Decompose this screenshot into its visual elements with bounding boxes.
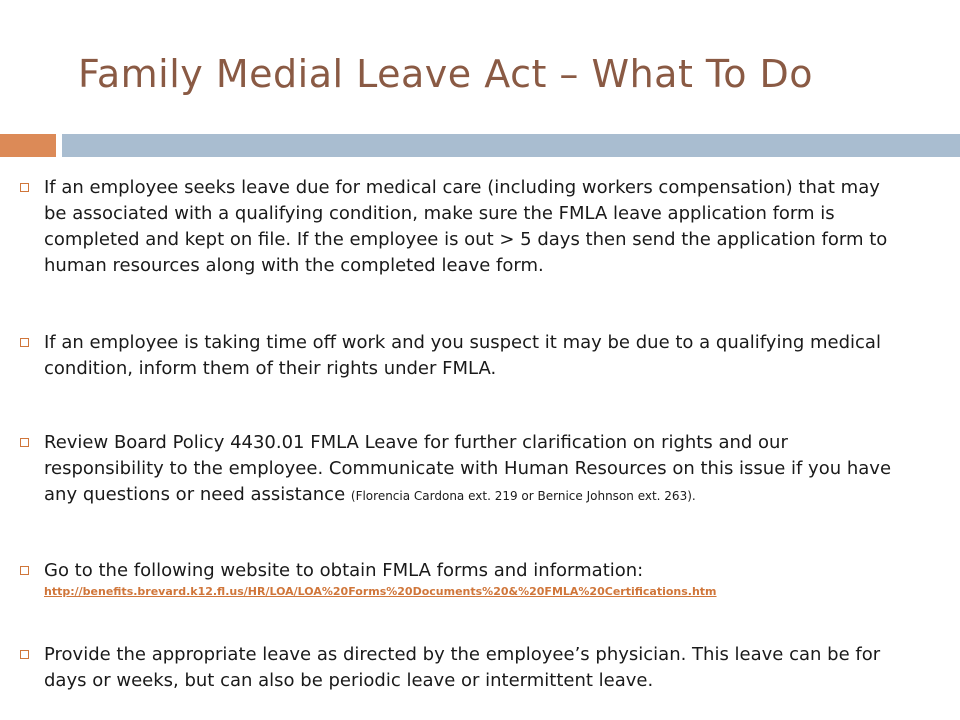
contact-note: (Florencia Cardona ext. 219 or Bernice Johnson ext. 263). bbox=[350, 489, 696, 503]
bullet-text: If an employee seeks leave due for medical care (including workers compensation) that may be associated with a qualifying condition, make sure the FMLA leave application form is completed and kept on file. If the employee is out > 5 days then send the application form to human resources along with the completed leave form. bbox=[44, 177, 888, 276]
fmla-forms-link[interactable]: http://benefits.brevard.k12.fl.us/HR/LOA/LOA%20Forms%20Documents%20&%20FMLA%20Certifications.htm bbox=[44, 585, 717, 598]
bullet-text: Review Board Policy 4430.01 FMLA Leave for further clarification on rights and our responsibility to the employee. Communicate with Human Resources on this issue if you have any questions or need assistance bbox=[44, 432, 892, 505]
bullet-text: Provide the appropriate leave as directed by the employee’s physician. This leave can be for days or weeks, but can also be periodic leave or intermittent leave. bbox=[44, 644, 881, 691]
accent-bar-orange bbox=[0, 134, 56, 157]
bullet-text: Go to the following website to obtain FMLA forms and information: bbox=[44, 560, 644, 581]
square-bullet-icon bbox=[20, 650, 29, 659]
bullet-item bbox=[20, 330, 900, 382]
bullet-item bbox=[20, 430, 900, 509]
bullet-item bbox=[20, 642, 900, 694]
bullet-item bbox=[20, 558, 900, 600]
bullet-item bbox=[20, 175, 900, 279]
slide-title: Family Medial Leave Act – What To Do bbox=[78, 52, 814, 96]
square-bullet-icon bbox=[20, 183, 29, 192]
square-bullet-icon bbox=[20, 566, 29, 575]
square-bullet-icon bbox=[20, 338, 29, 347]
square-bullet-icon bbox=[20, 438, 29, 447]
bullet-text: If an employee is taking time off work and you suspect it may be due to a qualifying medical condition, inform them of their rights under FMLA. bbox=[44, 332, 881, 379]
accent-bar-blue bbox=[62, 134, 960, 157]
